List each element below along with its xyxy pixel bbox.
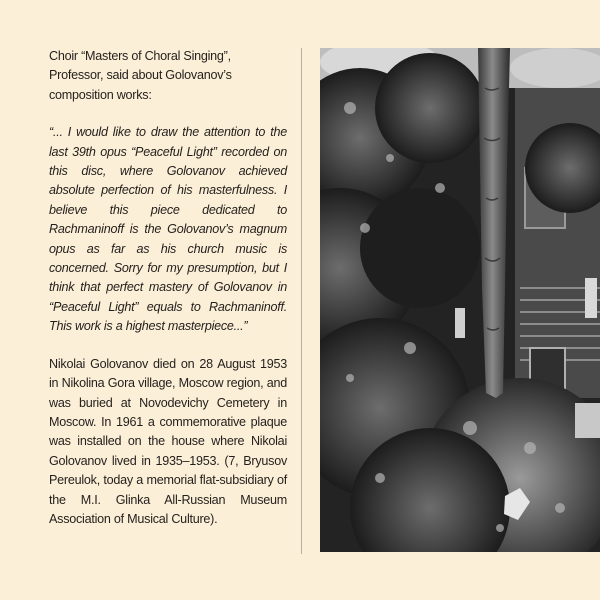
biography-paragraph: Nikolai Golovanov died on 28 August 1953 in Nikolina Gora village, Moscow region, and was buried at Novodevichy Cemetery in Moscow. In 1961 a commemorative plaque was installed on the house where Nikolai Golovanov lived in 1935–1953. (7, Bryusov Pereulok, today a memorial flat-subsidiary of the M.I. Glinka All-Russian Museum Association of Musical Culture).	[49, 356, 287, 526]
dacha-photo	[320, 48, 600, 552]
quote-paragraph: “... I would like to draw the attention to the last 39th opus “Peaceful Light” recorded on this disc, where Golovanov achieved absolute perfection of his masterfulness. I believe this piece dedicated to Rachmaninoff is the Golovanov’s magnum opus as far as his church music is concerned. Sorry for my presumption, but I think that perfect mastery of Golovanov in “Peaceful Light” equals to Rachmaninoff. This work is a highest masterpiece...”	[49, 125, 287, 334]
intro-paragraph: Choir “Masters of Choral Singing”, Professor, said about Golovanov’s composition works:	[49, 49, 232, 102]
dacha-photo-graphic	[320, 48, 600, 552]
column-divider	[301, 48, 302, 554]
text-column	[49, 47, 287, 547]
